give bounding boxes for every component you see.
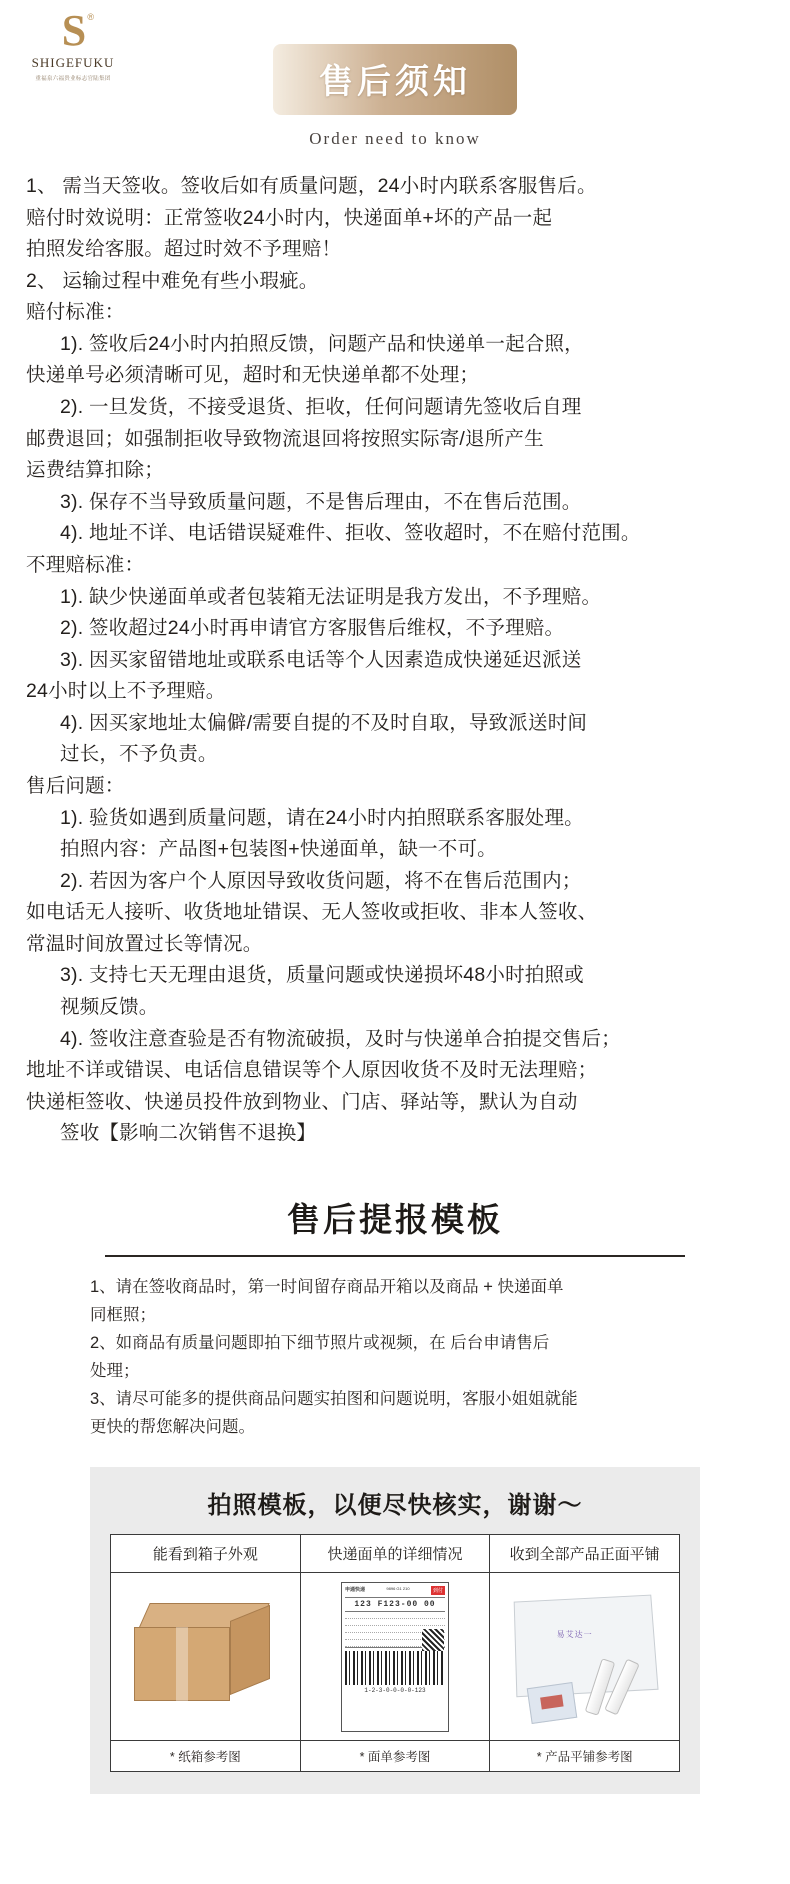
template-instruction-line: 更快的帮您解决问题。 <box>90 1418 255 1437</box>
notice-line: 24小时以上不予理赔。 <box>26 680 226 703</box>
table-caption-row <box>111 1741 680 1772</box>
flatlay-brand-label: 易艾达一 <box>556 1629 593 1639</box>
notice-line: 2). 若因为客户个人原因导致收货问题，将不在售后范围内； <box>60 869 582 892</box>
template-instruction-list <box>90 1273 700 1441</box>
notice-line: 1). 签收后24小时内拍照反馈，问题产品和快递单一起合照， <box>60 332 584 355</box>
notice-line: 4). 因买家地址太偏僻/需要自提的不及时自取，导致派送时间 <box>60 711 588 734</box>
notice-line: 邮费退回；如强制拒收导致物流退回将按照实际寄/退所产生 <box>26 427 544 450</box>
notice-line: 签收【影响二次销售不退换】 <box>60 1122 317 1145</box>
caption-box: * 纸箱参考图 <box>111 1741 301 1772</box>
notice-line: 过长，不予负责。 <box>60 743 218 766</box>
notice-line: 如电话无人接听、收货地址错误、无人签收或拒收、非本人签收、 <box>26 901 598 924</box>
notice-line: 3). 保存不当导致质量问题，不是售后理由，不在售后范围。 <box>60 490 582 513</box>
column-header-flatlay: 收到全部产品正面平铺 <box>490 1535 680 1573</box>
notice-line: 2、 运输过程中难免有些小瑕疵。 <box>26 269 319 292</box>
waybill-number: 123 F123-00 00 <box>345 1598 445 1612</box>
notice-line: 快递柜签收、快递员投件放到物业、门店、驿站等，默认为自动 <box>26 1090 578 1113</box>
waybill-code: 9896 G1 210 <box>386 1585 410 1591</box>
column-header-waybill: 快递面单的详细情况 <box>300 1535 490 1573</box>
page-subtitle: Order need to know <box>309 129 481 148</box>
logo-mark-icon <box>50 8 96 54</box>
notice-line: 赔付标准： <box>26 301 125 324</box>
photo-template-table <box>110 1534 680 1772</box>
photo-template-card <box>90 1467 700 1794</box>
notice-line: 不理赔标准： <box>26 553 145 576</box>
carton-box-cell <box>111 1573 301 1741</box>
flatlay-cell <box>490 1573 680 1741</box>
notice-line: 3). 支持七天无理由退货，质量问题或快递损坏48小时拍照或 <box>60 964 584 987</box>
photo-template-title: 拍照模板，以便尽快核实，谢谢～ <box>207 1493 583 1520</box>
template-instruction-line: 同框照； <box>90 1305 156 1324</box>
notice-body <box>26 171 764 1150</box>
waybill-brand: 申通快递 <box>344 1586 365 1593</box>
logo-brand-subtitle: 重福泉六福贵业标志官陆集团 <box>35 76 111 82</box>
notice-line: 视频反馈。 <box>60 996 159 1019</box>
waybill-footer: 1-2-3-0-0-0-0-123 <box>364 1686 426 1694</box>
flatlay-icon <box>505 1591 665 1723</box>
notice-line: 售后问题： <box>26 774 125 797</box>
waybill-icon <box>341 1582 449 1732</box>
waybill-service: 到付 <box>432 1587 443 1594</box>
logo-letter: S <box>61 6 85 55</box>
notice-line: 2). 一旦发货，不接受退货、拒收，任何问题请先签收后自理 <box>60 396 582 419</box>
notice-line: 拍照发给客服。超过时效不予理赔！ <box>26 238 342 261</box>
divider <box>105 1255 685 1257</box>
notice-line: 快递单号必须清晰可见，超时和无快递单都不处理； <box>26 364 480 387</box>
title-banner <box>273 44 517 115</box>
table-image-row <box>111 1573 680 1741</box>
carton-box-icon <box>130 1597 280 1717</box>
notice-line: 常温时间放置过长等情况。 <box>26 932 263 955</box>
brand-logo <box>18 8 128 82</box>
waybill-cell <box>300 1573 490 1741</box>
waybill-barcode-icon <box>345 1651 445 1685</box>
notice-line: 1、 需当天签收。签收后如有质量问题，24小时内联系客服售后。 <box>26 175 597 197</box>
notice-line: 地址不详或错误、电话信息错误等个人原因收货不及时无法理赔； <box>26 1059 598 1082</box>
waybill-qr-icon <box>422 1629 444 1651</box>
template-instruction-line: 处理； <box>90 1362 140 1381</box>
notice-line: 2). 签收超过24小时再申请官方客服售后维权，不予理赔。 <box>60 617 565 640</box>
registered-trademark-icon: ® <box>87 12 94 22</box>
caption-waybill: * 面单参考图 <box>300 1741 490 1772</box>
column-header-box: 能看到箱子外观 <box>111 1535 301 1573</box>
notice-line: 3). 因买家留错地址或联系电话等个人因素造成快递延迟派送 <box>60 648 582 671</box>
notice-line: 1). 验货如遇到质量问题，请在24小时内拍照联系客服处理。 <box>60 806 584 829</box>
caption-flatlay: * 产品平铺参考图 <box>490 1741 680 1772</box>
notice-line: 运费结算扣除； <box>26 459 164 482</box>
notice-line: 1). 缺少快递面单或者包装箱无法证明是我方发出，不予理赔。 <box>60 585 602 608</box>
notice-line: 拍照内容：产品图+包装图+快递面单，缺一不可。 <box>60 838 497 861</box>
template-instruction-line: 1、请在签收商品时，第一时间留存商品开箱以及商品 + 快递面单 <box>90 1277 564 1296</box>
notice-line: 赔付时效说明：正常签收24小时内，快递面单+坏的产品一起 <box>26 206 553 229</box>
page-title: 售后须知 <box>319 64 471 101</box>
notice-line: 4). 地址不详、电话错误疑难件、拒收、签收超时，不在赔付范围。 <box>60 522 641 545</box>
template-instruction-line: 2、如商品有质量问题即拍下细节照片或视频，在 后台申请售后 <box>90 1334 550 1353</box>
template-instruction-line: 3、请尽可能多的提供商品问题实拍图和问题说明，客服小姐姐就能 <box>90 1390 578 1409</box>
template-section-title: 售后提报模板 <box>287 1202 503 1239</box>
notice-line: 4). 签收注意查验是否有物流破损，及时与快递单合拍提交售后； <box>60 1027 621 1050</box>
table-header-row <box>111 1535 680 1573</box>
logo-brand-name: SHIGEFUKU <box>31 55 115 70</box>
